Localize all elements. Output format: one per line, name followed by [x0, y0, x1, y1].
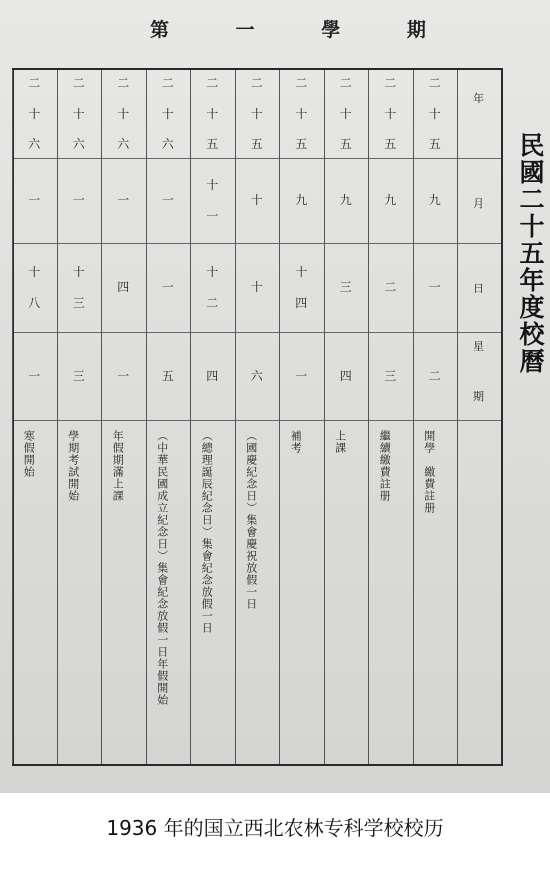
cell-day: [324, 243, 369, 332]
cell-month: [279, 158, 324, 243]
cell-month-char: 九: [339, 193, 352, 208]
cell-day: [279, 243, 324, 332]
header-month: 月: [473, 197, 484, 210]
cell-year-char: 十: [72, 106, 85, 121]
cell-year: [146, 70, 191, 158]
cell-day-char: 四: [295, 295, 308, 310]
cell-year-char: 二: [250, 76, 263, 91]
cell-year-char: 五: [250, 137, 263, 152]
cell-month-char: 九: [428, 193, 441, 208]
event-text: 補考: [289, 430, 303, 454]
cell-year-char: 六: [72, 137, 85, 152]
cell-day-char: 十: [72, 265, 85, 280]
cell-year: [368, 70, 413, 158]
cell-year-char: 五: [206, 137, 219, 152]
cell-year-char: 五: [384, 137, 397, 152]
cell-month: [57, 158, 102, 243]
term-title: 第 一 學 期: [150, 19, 456, 41]
cell-weekday: 一: [117, 368, 130, 383]
cell-year-char: 二: [117, 76, 130, 91]
cell-year-char: 二: [72, 76, 85, 91]
photo-caption: 1936 年的国立西北农林专科学校校历: [106, 816, 444, 840]
header-weekday-2: 期: [473, 390, 484, 403]
calendar-table: [12, 68, 503, 766]
cell-month-char: 一: [28, 193, 41, 208]
cell-month: [413, 158, 458, 243]
cell-year: [101, 70, 146, 158]
cell-year-char: 十: [428, 106, 441, 121]
cell-year-char: 二: [206, 76, 219, 91]
cell-year-char: 二: [339, 76, 352, 91]
cell-year-char: 二: [295, 76, 308, 91]
cell-day-char: 十: [28, 265, 41, 280]
cell-year-char: 六: [117, 137, 130, 152]
cell-year-char: 十: [384, 106, 397, 121]
cell-year-char: 十: [161, 106, 174, 121]
header-weekday-1: 星: [473, 340, 484, 353]
cell-year: [57, 70, 102, 158]
cell-year-char: 十: [206, 106, 219, 121]
event-text: 學期考試開始: [66, 430, 80, 502]
cell-weekday: 二: [428, 368, 441, 383]
cell-month: [368, 158, 413, 243]
cell-year-char: 六: [28, 137, 41, 152]
event-text: （總理誕辰紀念日）集會紀念放假一日: [200, 430, 214, 634]
cell-year-char: 十: [28, 106, 41, 121]
event-text: 繼續繳費註册: [378, 430, 392, 502]
cell-day: [12, 243, 57, 332]
cell-month-char: 十: [250, 193, 263, 208]
header-column: [457, 70, 501, 764]
cell-day-char: 二: [206, 295, 219, 310]
cell-weekday: 三: [384, 368, 397, 383]
cell-day-char: 二: [384, 280, 397, 295]
cell-year-char: 十: [117, 106, 130, 121]
cell-day-char: 八: [28, 295, 41, 310]
header-year: 年: [473, 92, 484, 105]
cell-year: [413, 70, 458, 158]
cell-day-char: 三: [339, 280, 352, 295]
event-text: （國慶紀念日）集會慶祝放假一日: [244, 430, 258, 610]
cell-weekday: 五: [161, 368, 174, 383]
cell-month: [190, 158, 235, 243]
cell-weekday: 四: [206, 368, 219, 383]
cell-month-char: 十: [206, 178, 219, 193]
cell-year-char: 十: [339, 106, 352, 121]
cell-year-char: 二: [384, 76, 397, 91]
event-text: 寒假開始: [22, 430, 36, 478]
cell-weekday: 三: [72, 368, 85, 383]
cell-month-char: 一: [206, 208, 219, 223]
header-day: 日: [473, 282, 484, 295]
cell-month: [101, 158, 146, 243]
cell-month-char: 一: [161, 193, 174, 208]
cell-weekday: 一: [28, 368, 41, 383]
cell-year-char: 六: [161, 137, 174, 152]
cell-year-char: 五: [428, 137, 441, 152]
event-text: 開學 繳費註册: [422, 430, 436, 514]
cell-day-char: 四: [117, 280, 130, 295]
cell-day: [235, 243, 280, 332]
cell-day-char: 一: [161, 280, 174, 295]
cell-year-char: 五: [339, 137, 352, 152]
cell-day-char: 十: [250, 280, 263, 295]
cell-day: [146, 243, 191, 332]
cell-year-char: 十: [250, 106, 263, 121]
cell-day: [101, 243, 146, 332]
cell-year: [324, 70, 369, 158]
cell-month-char: 一: [117, 193, 130, 208]
cell-year: [279, 70, 324, 158]
cell-day: [413, 243, 458, 332]
cell-day-char: 十: [206, 265, 219, 280]
cell-year-char: 二: [161, 76, 174, 91]
cell-year-char: 五: [295, 137, 308, 152]
event-text: （中華民國成立紀念日）集會紀念放假一日年假開始: [155, 430, 169, 706]
cell-day-char: 一: [428, 280, 441, 295]
cell-day: [368, 243, 413, 332]
cell-weekday: 一: [295, 368, 308, 383]
cell-month: [235, 158, 280, 243]
cell-month-char: 九: [295, 193, 308, 208]
cell-month-char: 一: [72, 193, 85, 208]
cell-day: [190, 243, 235, 332]
cell-year-char: 二: [28, 76, 41, 91]
cell-weekday: 四: [339, 368, 352, 383]
cell-day-char: 十: [295, 265, 308, 280]
cell-month: [146, 158, 191, 243]
cell-year: [235, 70, 280, 158]
cell-year: [190, 70, 235, 158]
cell-weekday: 六: [250, 368, 263, 383]
cell-year-char: 十: [295, 106, 308, 121]
cell-year: [12, 70, 57, 158]
cell-month-char: 九: [384, 193, 397, 208]
event-text: 上課: [333, 430, 347, 454]
cell-month: [324, 158, 369, 243]
cell-year-char: 二: [428, 76, 441, 91]
cell-day: [57, 243, 102, 332]
cell-day-char: 三: [72, 295, 85, 310]
side-title: 民國二十五年度校曆: [516, 132, 545, 375]
table-left-edge: [12, 70, 13, 764]
cell-month: [12, 158, 57, 243]
event-text: 年假期滿上課: [111, 430, 125, 502]
